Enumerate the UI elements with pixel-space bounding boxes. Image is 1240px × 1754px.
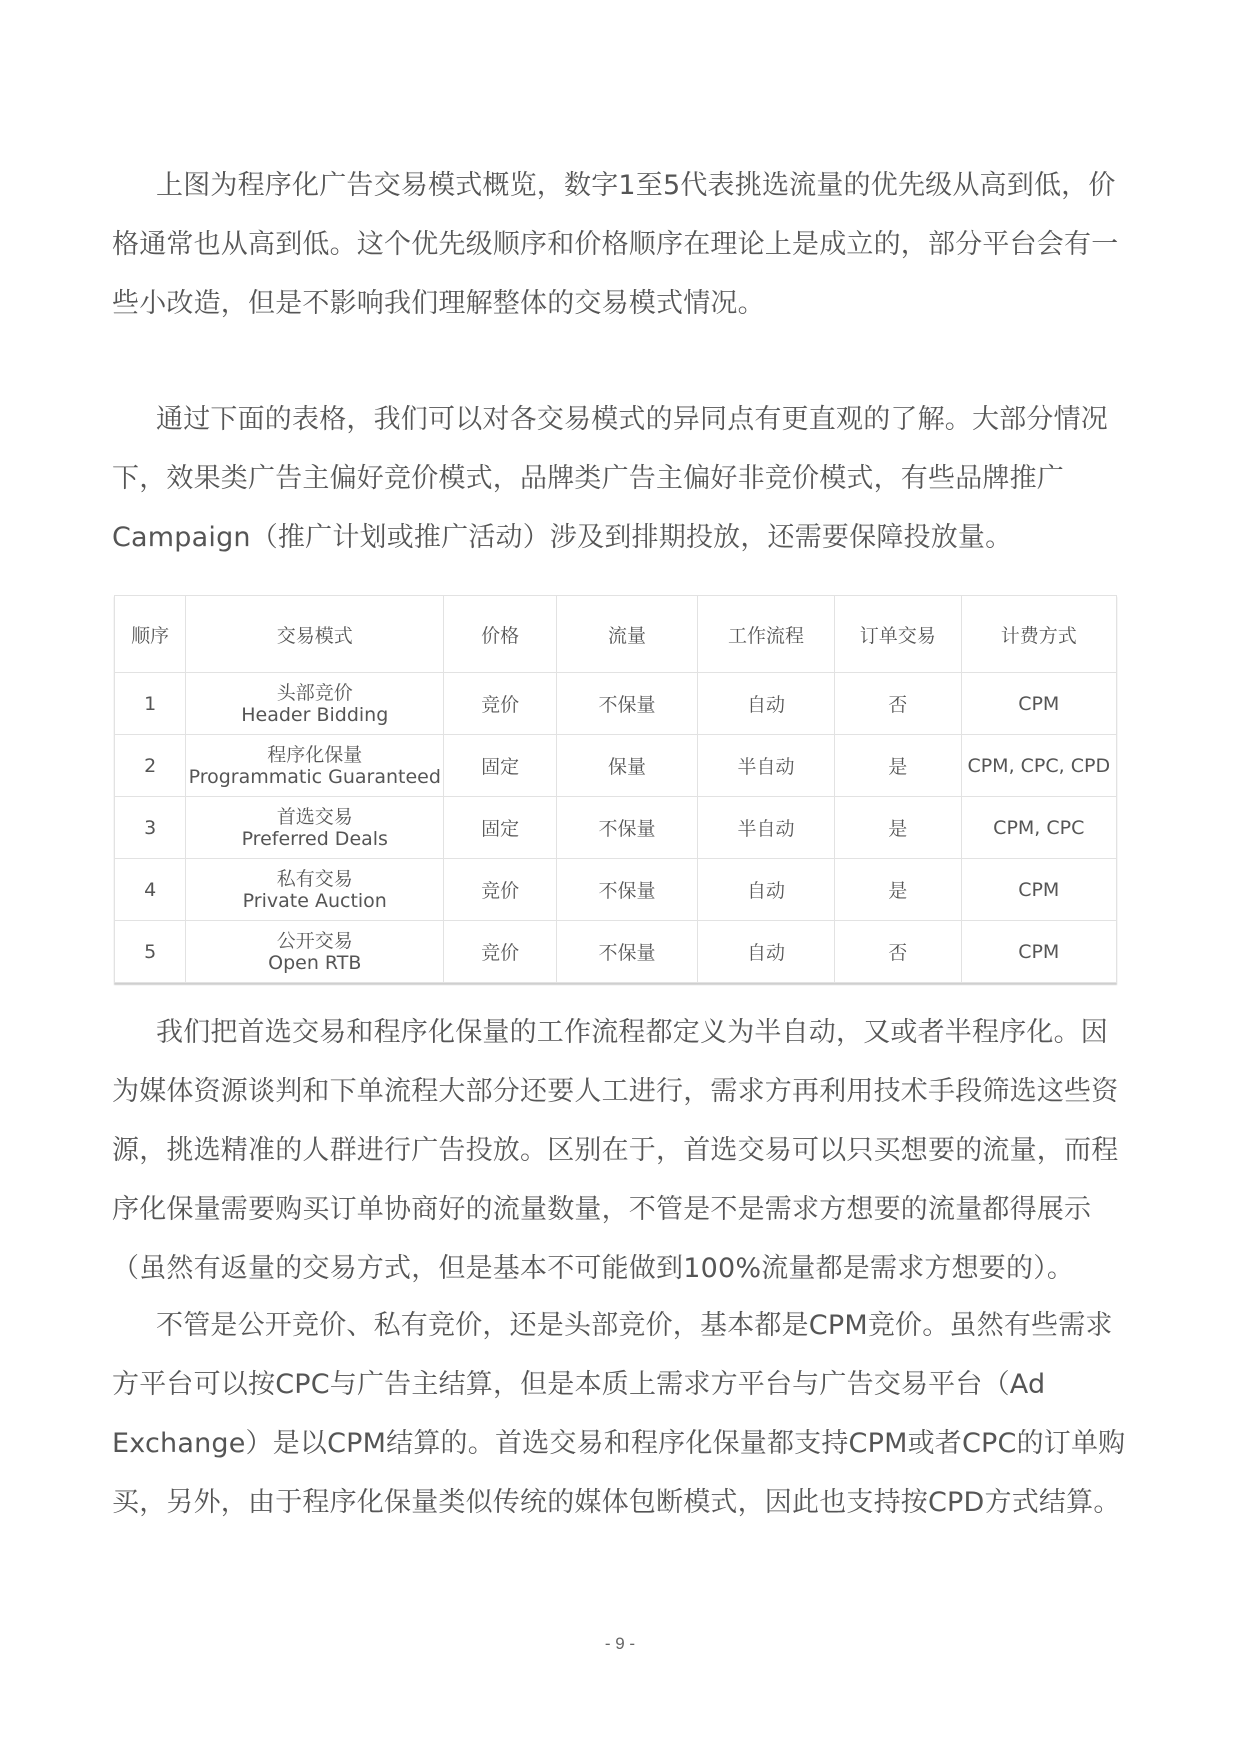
cell-billing: CPM, CPC bbox=[961, 797, 1116, 859]
cell-order-deal: 是 bbox=[835, 797, 961, 859]
paragraph-workflow-explanation bbox=[112, 1003, 1119, 1298]
cell-traffic: 不保量 bbox=[557, 859, 698, 921]
header-billing: 计费方式 bbox=[961, 596, 1116, 673]
text-line: 我们把首选交易和程序化保量的工作流程都定义为半自动，又或者半程序化。因 bbox=[156, 1017, 1108, 1048]
cell-workflow: 自动 bbox=[698, 921, 835, 983]
cell-price: 竞价 bbox=[444, 673, 557, 735]
cell-price: 竞价 bbox=[444, 921, 557, 983]
cell-traffic: 不保量 bbox=[557, 673, 698, 735]
cell-trading-mode bbox=[186, 735, 444, 797]
text-line: （虽然有返量的交易方式，但是基本不可能做到100%流量都是需求方想要的）。 bbox=[112, 1253, 1075, 1284]
mode-name-en: Open RTB bbox=[268, 951, 362, 974]
cell-trading-mode bbox=[186, 673, 444, 735]
text-line: 些小改造，但是不影响我们理解整体的交易模式情况。 bbox=[112, 288, 765, 319]
cell-traffic: 不保量 bbox=[557, 797, 698, 859]
paragraph-trading-overview bbox=[112, 156, 1119, 333]
cell-order-deal: 是 bbox=[835, 859, 961, 921]
mode-name-zh: 私有交易 bbox=[276, 867, 353, 890]
cell-price: 固定 bbox=[444, 735, 557, 797]
cell-workflow: 半自动 bbox=[698, 797, 835, 859]
mode-name-zh: 头部竞价 bbox=[276, 681, 353, 704]
mode-name-en: Programmatic Guaranteed bbox=[188, 765, 441, 788]
table-header-row bbox=[115, 596, 1117, 673]
cell-trading-mode bbox=[186, 921, 444, 983]
table-row bbox=[115, 859, 1117, 921]
cell-order-deal: 是 bbox=[835, 735, 961, 797]
header-trading-mode: 交易模式 bbox=[186, 596, 444, 673]
text-line: 方平台可以按CPC与广告主结算，但是本质上需求方平台与广告交易平台（Ad bbox=[112, 1369, 1046, 1400]
mode-name-zh: 程序化保量 bbox=[267, 743, 363, 766]
paragraph-table-intro bbox=[112, 390, 1112, 567]
trading-modes-table bbox=[114, 595, 1117, 983]
cell-workflow: 自动 bbox=[698, 673, 835, 735]
cell-order-deal: 否 bbox=[835, 673, 961, 735]
cell-traffic: 不保量 bbox=[557, 921, 698, 983]
cell-order: 4 bbox=[115, 859, 186, 921]
text-line: Campaign（推广计划或推广活动）涉及到排期投放，还需要保障投放量。 bbox=[112, 522, 1013, 553]
text-line: 买，另外，由于程序化保量类似传统的媒体包断模式，因此也支持按CPD方式结算。 bbox=[112, 1487, 1121, 1518]
header-workflow: 工作流程 bbox=[698, 596, 835, 673]
cell-order-deal: 否 bbox=[835, 921, 961, 983]
text-line: 下，效果类广告主偏好竞价模式，品牌类广告主偏好非竞价模式，有些品牌推广 bbox=[112, 463, 1064, 494]
cell-billing: CPM bbox=[961, 859, 1116, 921]
mode-name-zh: 首选交易 bbox=[276, 805, 353, 828]
cell-price: 竞价 bbox=[444, 859, 557, 921]
cell-price: 固定 bbox=[444, 797, 557, 859]
cell-trading-mode bbox=[186, 797, 444, 859]
text-line: 格通常也从高到低。这个优先级顺序和价格顺序在理论上是成立的，部分平台会有一 bbox=[112, 229, 1119, 260]
cell-order: 2 bbox=[115, 735, 186, 797]
text-line: 为媒体资源谈判和下单流程大部分还要人工进行，需求方再利用技术手段筛选这些资 bbox=[112, 1076, 1119, 1107]
mode-name-en: Private Auction bbox=[242, 889, 387, 912]
mode-name-zh: 公开交易 bbox=[276, 929, 353, 952]
header-price: 价格 bbox=[444, 596, 557, 673]
cell-order: 5 bbox=[115, 921, 186, 983]
table-row bbox=[115, 673, 1117, 735]
header-traffic: 流量 bbox=[557, 596, 698, 673]
header-order-deal: 订单交易 bbox=[835, 596, 961, 673]
mode-name-en: Header Bidding bbox=[241, 703, 389, 726]
text-line: 不管是公开竞价、私有竞价，还是头部竞价，基本都是CPM竞价。虽然有些需求 bbox=[156, 1310, 1113, 1341]
text-line: 上图为程序化广告交易模式概览，数字1至5代表挑选流量的优先级从高到低，价 bbox=[156, 170, 1116, 201]
cell-order: 3 bbox=[115, 797, 186, 859]
cell-billing: CPM, CPC, CPD bbox=[961, 735, 1116, 797]
cell-traffic: 保量 bbox=[557, 735, 698, 797]
text-line: 通过下面的表格，我们可以对各交易模式的异同点有更直观的了解。大部分情况 bbox=[156, 404, 1108, 435]
table-row bbox=[115, 921, 1117, 983]
cell-workflow: 自动 bbox=[698, 859, 835, 921]
table-row bbox=[115, 797, 1117, 859]
paragraph-billing-explanation bbox=[112, 1296, 1126, 1532]
mode-name-en: Preferred Deals bbox=[241, 827, 388, 850]
table-row bbox=[115, 735, 1117, 797]
page-number: - 9 - bbox=[604, 1634, 636, 1653]
header-order: 顺序 bbox=[115, 596, 186, 673]
text-line: Exchange）是以CPM结算的。首选交易和程序化保量都支持CPM或者CPC的订单购 bbox=[112, 1428, 1126, 1459]
text-line: 序化保量需要购买订单协商好的流量数量，不管是不是需求方想要的流量都得展示 bbox=[112, 1194, 1092, 1225]
cell-billing: CPM bbox=[961, 673, 1116, 735]
cell-workflow: 半自动 bbox=[698, 735, 835, 797]
text-line: 源，挑选精准的人群进行广告投放。区别在于，首选交易可以只买想要的流量，而程 bbox=[112, 1135, 1119, 1166]
cell-billing: CPM bbox=[961, 921, 1116, 983]
cell-order: 1 bbox=[115, 673, 186, 735]
cell-trading-mode bbox=[186, 859, 444, 921]
